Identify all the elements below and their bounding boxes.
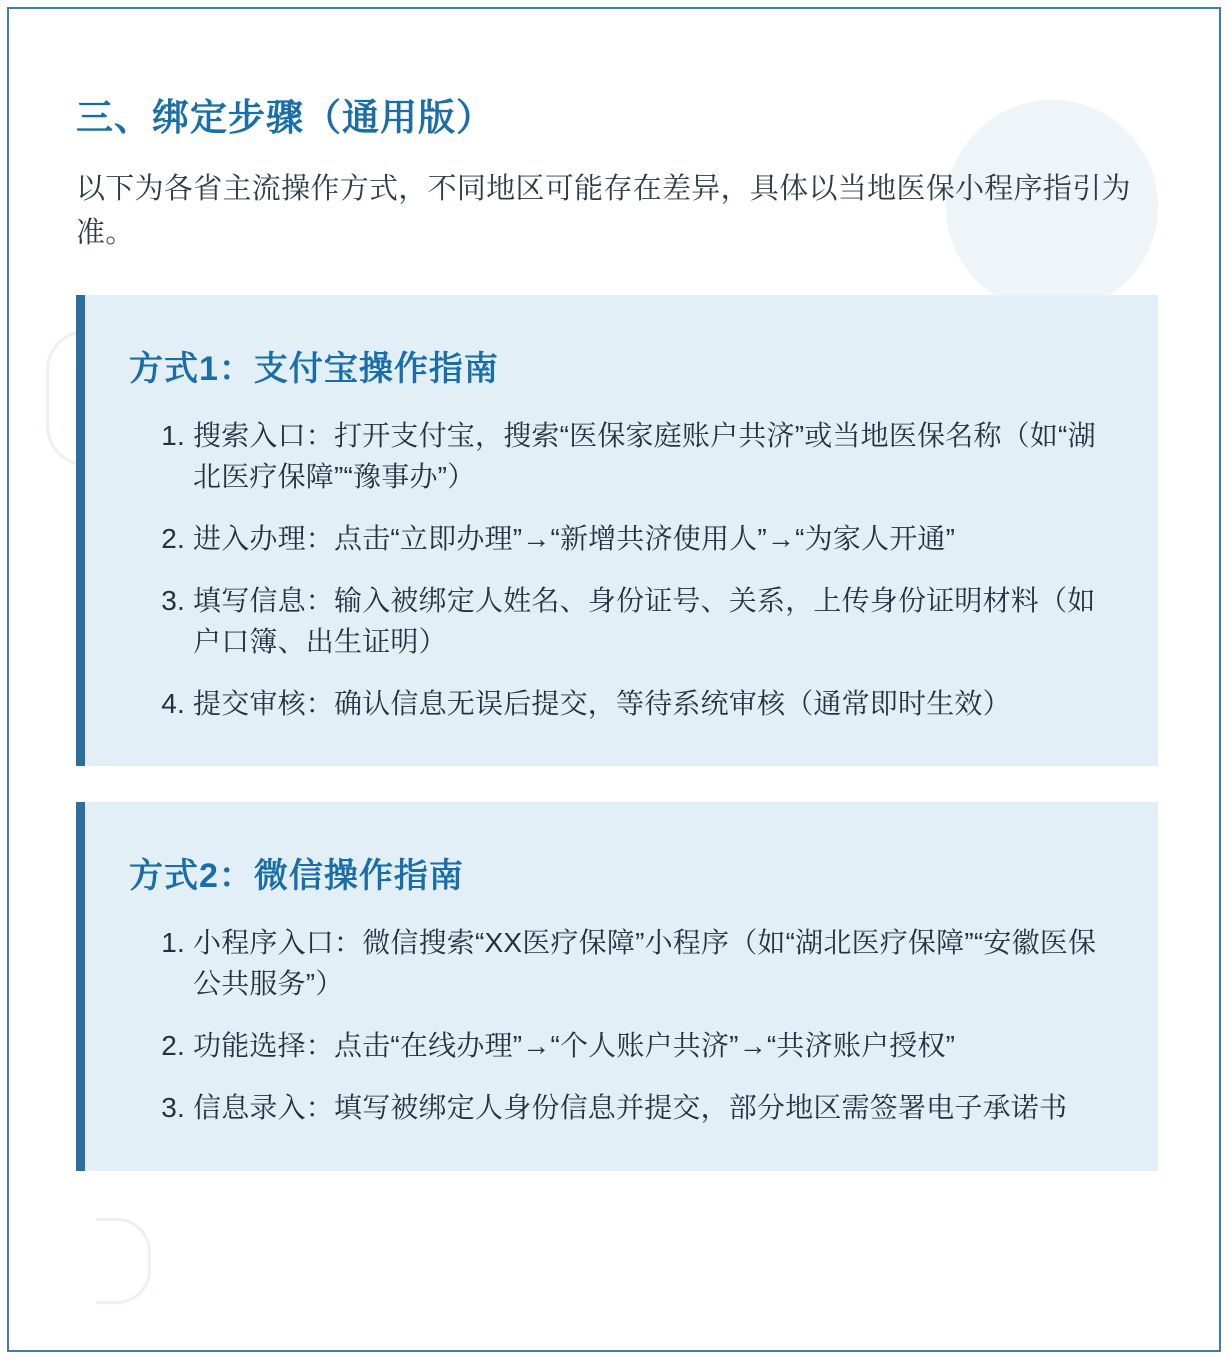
list-item: 提交审核：确认信息无误后提交，等待系统审核（通常即时生效） [193,687,1011,719]
section-description: 以下为各省主流操作方式，不同地区可能存在差异，具体以当地医保小程序指引为准。 [76,173,1131,250]
list-item: 进入办理：点击“立即办理”→“新增共济使用人”→“为家人开通” [193,523,956,555]
list-item: 搜索入口：打开支付宝，搜索“医保家庭账户共济”或当地医保名称（如“湖北医疗保障”“豫事办”） [193,420,1096,492]
step-list [129,923,1118,1128]
list-item: 信息录入：填写被绑定人身份信息并提交，部分地区需签署电子承诺书 [193,1092,1068,1124]
list-item: 小程序入口：微信搜索“XX医疗保障”小程序（如“湖北医疗保障”“安徽医保公共服务”） [193,927,1097,999]
step-list [129,416,1118,724]
list-item: 功能选择：点击“在线办理”→“个人账户共济”→“共济账户授权” [193,1029,956,1061]
list-item: 填写信息：输入被绑定人姓名、身份证号、关系，上传身份证明材料（如户口簿、出生证明） [193,585,1096,657]
card-title: 方式2：微信操作指南 [129,857,464,896]
guide-card-wechat [76,802,1158,1170]
guide-card-alipay [76,295,1158,766]
decorative-bracket-bottom [96,1218,151,1304]
card-title: 方式1：支付宝操作指南 [129,350,499,389]
page-title: 三、绑定步骤（通用版） [76,97,494,138]
